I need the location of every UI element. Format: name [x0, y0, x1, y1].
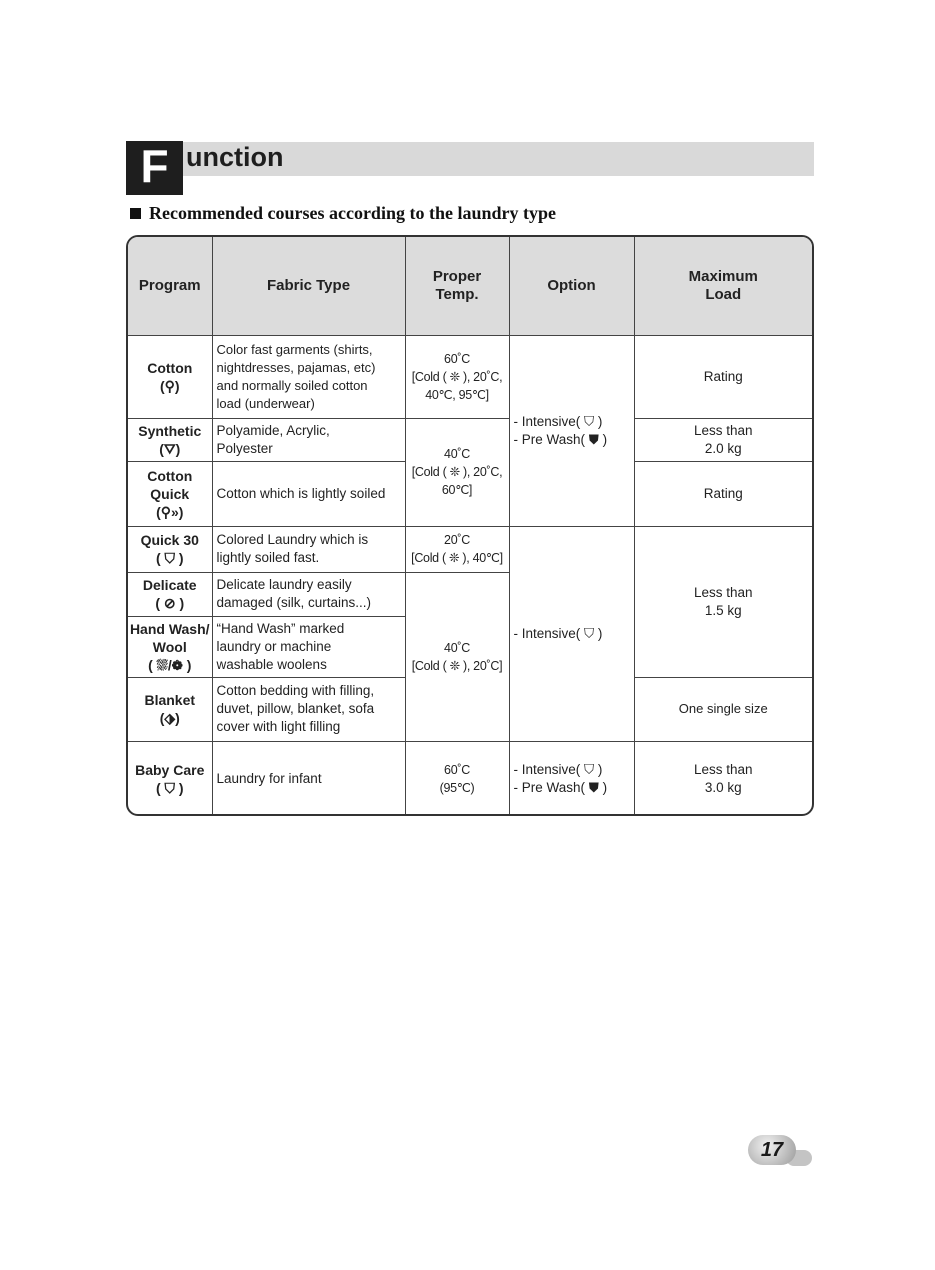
cotton-quick-icon: (⚲»): [156, 503, 184, 520]
load-cotton-quick: Rating: [634, 461, 812, 526]
fabric-cotton: Color fast garments (shirts, nightdresses, pajamas, etc) and normally soiled cotton load (underwear): [212, 335, 405, 418]
section-subtitle: Recommended courses according to the laundry type: [130, 203, 556, 224]
program-delicate: Delicate ( ⊘ ): [128, 572, 212, 616]
fabric-baby-care: Laundry for infant: [212, 741, 405, 816]
fabric-blanket: Cotton bedding with filling, duvet, pillow, blanket, sofa cover with light filling: [212, 677, 405, 741]
page-number: 17: [748, 1135, 796, 1165]
header-option: Option: [509, 237, 634, 335]
hand-wash-wool-icon: ( ⛆/❁ ): [148, 656, 192, 673]
fabric-synthetic: Polyamide, Acrylic, Polyester: [212, 418, 405, 461]
temp-group-1: 40˚C [Cold ( ❊ ), 20˚C, 60℃]: [405, 418, 509, 526]
program-synthetic: Synthetic (⛛): [128, 418, 212, 461]
course-table-frame: [126, 235, 814, 816]
fabric-cotton-quick: Cotton which is lightly soiled: [212, 461, 405, 526]
header-proper-temp: Proper Temp.: [405, 237, 509, 335]
load-synthetic: Less than 2.0 kg: [634, 418, 812, 461]
delicate-icon: ( ⊘ ): [155, 595, 185, 611]
load-blanket: One single size: [634, 677, 812, 741]
load-baby-care: Less than 3.0 kg: [634, 741, 812, 816]
table-row: [128, 418, 812, 461]
fabric-hand-wash-wool: “Hand Wash” marked laundry or machine washable woolens: [212, 616, 405, 677]
blanket-icon: (⬗): [159, 710, 180, 726]
temp-baby-care: 60˚C (95℃): [405, 741, 509, 816]
quick-30-icon: ( ⛉ ): [155, 550, 184, 566]
temp-cotton: 60˚C [Cold ( ❊ ), 20˚C, 40℃, 95℃]: [405, 335, 509, 418]
option-group-2: - Intensive( ⛉ ): [509, 526, 634, 741]
fabric-quick-30: Colored Laundry which is lightly soiled fast.: [212, 526, 405, 572]
baby-care-icon: ( ⛉ ): [155, 779, 184, 796]
synthetic-icon: (⛛): [159, 440, 181, 457]
header-fabric-type: Fabric Type: [212, 237, 405, 335]
program-cotton: Cotton (⚲): [128, 335, 212, 418]
program-blanket: Blanket (⬗): [128, 677, 212, 741]
table-row: [128, 526, 812, 572]
table-row: [128, 335, 812, 418]
load-cotton: Rating: [634, 335, 812, 418]
header-maximum-load: Maximum Load: [634, 237, 812, 335]
header-initial: F: [126, 141, 183, 195]
program-hand-wash-wool: Hand Wash/ Wool ( ⛆/❁ ): [128, 616, 212, 677]
cotton-icon: (⚲): [159, 377, 180, 394]
option-baby-care: - Intensive( ⛉ ) - Pre Wash( ⛊ ): [509, 741, 634, 816]
temp-quick-30: 20˚C [Cold ( ❊ ), 40℃]: [405, 526, 509, 572]
header-program: Program: [128, 237, 212, 335]
bullet-square-icon: [130, 208, 141, 219]
program-cotton-quick: Cotton Quick (⚲»): [128, 461, 212, 526]
table-header-row: [128, 237, 812, 335]
temp-group-2: 40˚C [Cold ( ❊ ), 20˚C]: [405, 572, 509, 741]
table-row: [128, 741, 812, 816]
load-group-2: Less than 1.5 kg: [634, 526, 812, 677]
program-baby-care: Baby Care ( ⛉ ): [128, 741, 212, 816]
page-title: unction: [186, 142, 284, 172]
course-table: [128, 237, 812, 816]
program-quick-30: Quick 30 ( ⛉ ): [128, 526, 212, 572]
option-group-1: - Intensive( ⛉ ) - Pre Wash( ⛊ ): [509, 335, 634, 526]
fabric-delicate: Delicate laundry easily damaged (silk, curtains...): [212, 572, 405, 616]
